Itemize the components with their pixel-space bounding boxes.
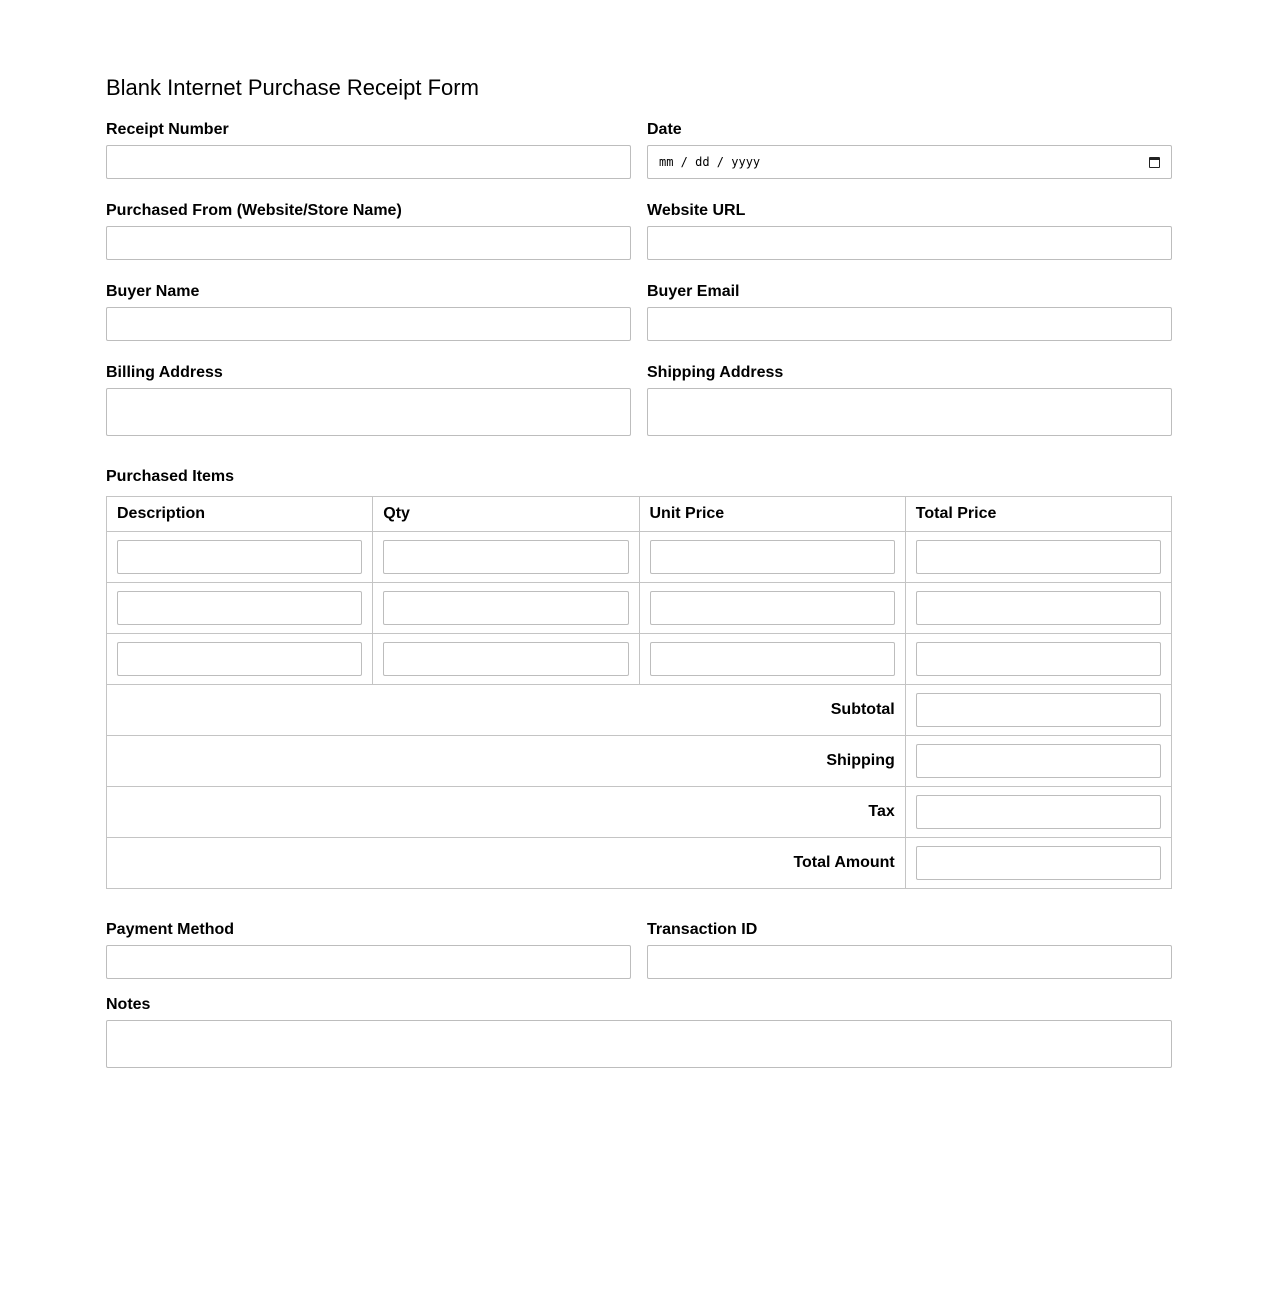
summary-row-total-amount (107, 838, 1172, 889)
item-1-unit-price-input[interactable] (650, 540, 895, 574)
payment-method-input[interactable] (106, 945, 631, 979)
website-url-input[interactable] (647, 226, 1172, 260)
transaction-id-group (647, 921, 1172, 979)
cell (905, 685, 1171, 736)
cell (107, 583, 373, 634)
item-2-qty-input[interactable] (383, 591, 628, 625)
table-row (107, 532, 1172, 583)
row-receipt-date (106, 121, 1172, 179)
purchased-items-section (106, 468, 1172, 889)
table-header-row (107, 497, 1172, 532)
cell (905, 736, 1171, 787)
table-row (107, 634, 1172, 685)
column-header-total-price: Total Price (905, 497, 1171, 532)
buyer-email-group (647, 283, 1172, 341)
cell (905, 787, 1171, 838)
billing-address-group (106, 364, 631, 436)
purchased-from-group (106, 202, 631, 260)
cell (639, 583, 905, 634)
cell (373, 532, 639, 583)
date-input[interactable] (647, 145, 1172, 179)
cell (905, 583, 1171, 634)
tax-label: Tax (107, 787, 906, 838)
date-label: Date (647, 121, 682, 138)
column-header-unit-price: Unit Price (639, 497, 905, 532)
item-2-unit-price-input[interactable] (650, 591, 895, 625)
total-amount-input[interactable] (916, 846, 1161, 880)
buyer-email-label: Buyer Email (647, 283, 740, 300)
purchased-from-input[interactable] (106, 226, 631, 260)
column-header-description: Description (107, 497, 373, 532)
transaction-id-label: Transaction ID (647, 921, 758, 938)
cell (107, 634, 373, 685)
row-addresses (106, 364, 1172, 436)
shipping-address-input[interactable] (647, 388, 1172, 436)
purchased-from-label: Purchased From (Website/Store Name) (106, 202, 402, 219)
cell (905, 634, 1171, 685)
subtotal-label: Subtotal (107, 685, 906, 736)
shipping-address-label: Shipping Address (647, 364, 784, 381)
purchased-items-title: Purchased Items (106, 468, 235, 485)
buyer-name-label: Buyer Name (106, 283, 200, 300)
cell (905, 838, 1171, 889)
receipt-number-input[interactable] (106, 145, 631, 179)
receipt-number-group (106, 121, 631, 179)
receipt-number-label: Receipt Number (106, 121, 229, 138)
date-group (647, 121, 1172, 179)
billing-address-label: Billing Address (106, 364, 223, 381)
payment-method-group (106, 921, 631, 979)
item-2-total-price-input[interactable] (916, 591, 1161, 625)
cell (373, 634, 639, 685)
item-3-qty-input[interactable] (383, 642, 628, 676)
row-buyer (106, 283, 1172, 341)
shipping-address-group (647, 364, 1172, 436)
buyer-email-input[interactable] (647, 307, 1172, 341)
row-store-url (106, 202, 1172, 260)
item-1-description-input[interactable] (117, 540, 362, 574)
cell (373, 583, 639, 634)
summary-row-shipping (107, 736, 1172, 787)
cell (905, 532, 1171, 583)
item-2-description-input[interactable] (117, 591, 362, 625)
billing-address-input[interactable] (106, 388, 631, 436)
notes-group (106, 996, 1172, 1068)
item-3-description-input[interactable] (117, 642, 362, 676)
summary-row-subtotal (107, 685, 1172, 736)
website-url-group (647, 202, 1172, 260)
cell (107, 532, 373, 583)
summary-row-tax (107, 787, 1172, 838)
subtotal-input[interactable] (916, 693, 1161, 727)
date-placeholder: mm / dd / yyyy (659, 155, 761, 169)
cell (639, 634, 905, 685)
receipt-form (106, 74, 1172, 1068)
calendar-icon[interactable] (1149, 157, 1160, 168)
item-1-total-price-input[interactable] (916, 540, 1161, 574)
table-row (107, 583, 1172, 634)
item-3-total-price-input[interactable] (916, 642, 1161, 676)
cell (639, 532, 905, 583)
notes-label: Notes (106, 996, 151, 1013)
payment-method-label: Payment Method (106, 921, 235, 938)
shipping-input[interactable] (916, 744, 1161, 778)
item-1-qty-input[interactable] (383, 540, 628, 574)
row-payment (106, 921, 1172, 979)
buyer-name-group (106, 283, 631, 341)
shipping-label: Shipping (107, 736, 906, 787)
notes-input[interactable] (106, 1020, 1172, 1068)
items-table (106, 496, 1172, 889)
tax-input[interactable] (916, 795, 1161, 829)
item-3-unit-price-input[interactable] (650, 642, 895, 676)
website-url-label: Website URL (647, 202, 746, 219)
total-amount-label: Total Amount (107, 838, 906, 889)
transaction-id-input[interactable] (647, 945, 1172, 979)
page-title: Blank Internet Purchase Receipt Form (106, 75, 479, 100)
column-header-qty: Qty (373, 497, 639, 532)
buyer-name-input[interactable] (106, 307, 631, 341)
